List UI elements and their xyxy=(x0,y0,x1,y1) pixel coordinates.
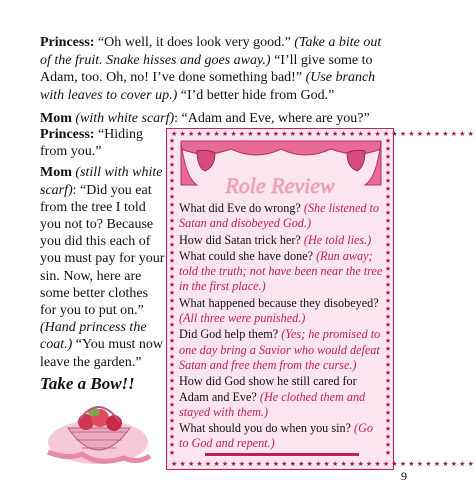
answer-text: (He clothed them and stayed with them.) xyxy=(179,389,366,419)
take-a-bow-heading: Take a Bow!! xyxy=(40,373,135,393)
question-text: Did God help them? xyxy=(179,327,282,342)
answer-line xyxy=(205,453,359,456)
review-question-list xyxy=(179,201,385,453)
review-question xyxy=(179,327,385,373)
role-review-title: Role Review xyxy=(225,173,335,198)
speaker-princess: Princess: xyxy=(40,35,95,50)
star-border-right: ★ ★ ★ ★ ★ ★ ★ ★ ★ ★ ★ ★ ★ ★ ★ ★ ★ ★ ★ ★ ★ ★ ★ ★ ★ ★ ★ ★ ★ ★ ★ ★ ★ ★ ★ ★ ★ ★ ★ ★ xyxy=(384,137,392,457)
star-border-left: ★ ★ ★ ★ ★ ★ ★ ★ ★ ★ ★ ★ ★ ★ ★ ★ ★ ★ ★ ★ ★ ★ ★ ★ ★ ★ ★ ★ ★ ★ ★ ★ ★ ★ ★ ★ ★ ★ ★ ★ xyxy=(168,137,176,457)
answer-text: (Go to God and repent.) xyxy=(179,421,373,451)
answer-text: (Run away; told the truth; not have been near the tree in the first place.) xyxy=(179,248,383,294)
question-text: How did Satan trick her? xyxy=(179,232,304,247)
answer-text: (She listened to Satan and disobeyed God.) xyxy=(179,201,380,231)
question-text: How did God show he still cared for Adam and Eve? xyxy=(179,374,357,404)
fruit-basket-illustration xyxy=(38,382,158,472)
script-line-mom-2: Mom (still with white scarf): “Did you eat from the tree I told you not to? Because you did this each of you must pay for your sin. Now, here are some better clothes for you to put on.” (Hand princess the coat.) “You must now leave the garden.” xyxy=(40,165,165,370)
role-review-box xyxy=(166,128,476,470)
tragedy-mask-icon xyxy=(347,150,365,171)
review-question xyxy=(179,201,385,232)
review-question xyxy=(179,233,385,248)
review-question xyxy=(179,421,385,452)
star-border-bottom: ★★★★★★★★★★★★★★★★★★★★★★★★★★★★★★★★★★★★ xyxy=(171,460,476,468)
answer-text: (Yes; he promised to one day bring a Savior who would defeat Satan and free them from the curse.) xyxy=(179,327,381,372)
question-text: What should you do when you sin? xyxy=(179,421,355,436)
star-border-top: ★★★★★★★★★★★★★★★★★★★★★★★★★★★★★★★★★★★★ xyxy=(171,130,476,138)
answer-text: (He told lies.) xyxy=(303,232,372,247)
script-line-mom-1: Mom (with white scarf): “Adam and Eve, where are you?” xyxy=(40,111,370,126)
script-top xyxy=(40,34,392,134)
review-question xyxy=(179,249,385,295)
review-question xyxy=(179,296,385,327)
question-text: What did Eve do wrong? xyxy=(179,201,304,215)
page-number: 9 xyxy=(401,469,407,483)
script-line-princess-1: Princess: “Oh well, it does look very good.” (Take a bite out of the fruit. Snake hisses and goes away.) “I’ll give some to Adam, too. Oh, no! I’ve done something bad!” (Use branch with leaves to cover up.) “I’d better hide from God.” xyxy=(40,35,382,103)
question-text: What could she have done? xyxy=(179,248,317,263)
script-left-column xyxy=(40,126,165,392)
question-text: What happened because they disobeyed? xyxy=(179,295,379,310)
script-line-princess-2: Princess: “Hiding from you.” xyxy=(40,127,144,160)
comedy-mask-icon xyxy=(197,150,215,171)
answer-text: (All three were punished.) xyxy=(179,311,306,326)
review-question xyxy=(179,374,385,420)
speaker-mom: Mom xyxy=(40,111,72,126)
